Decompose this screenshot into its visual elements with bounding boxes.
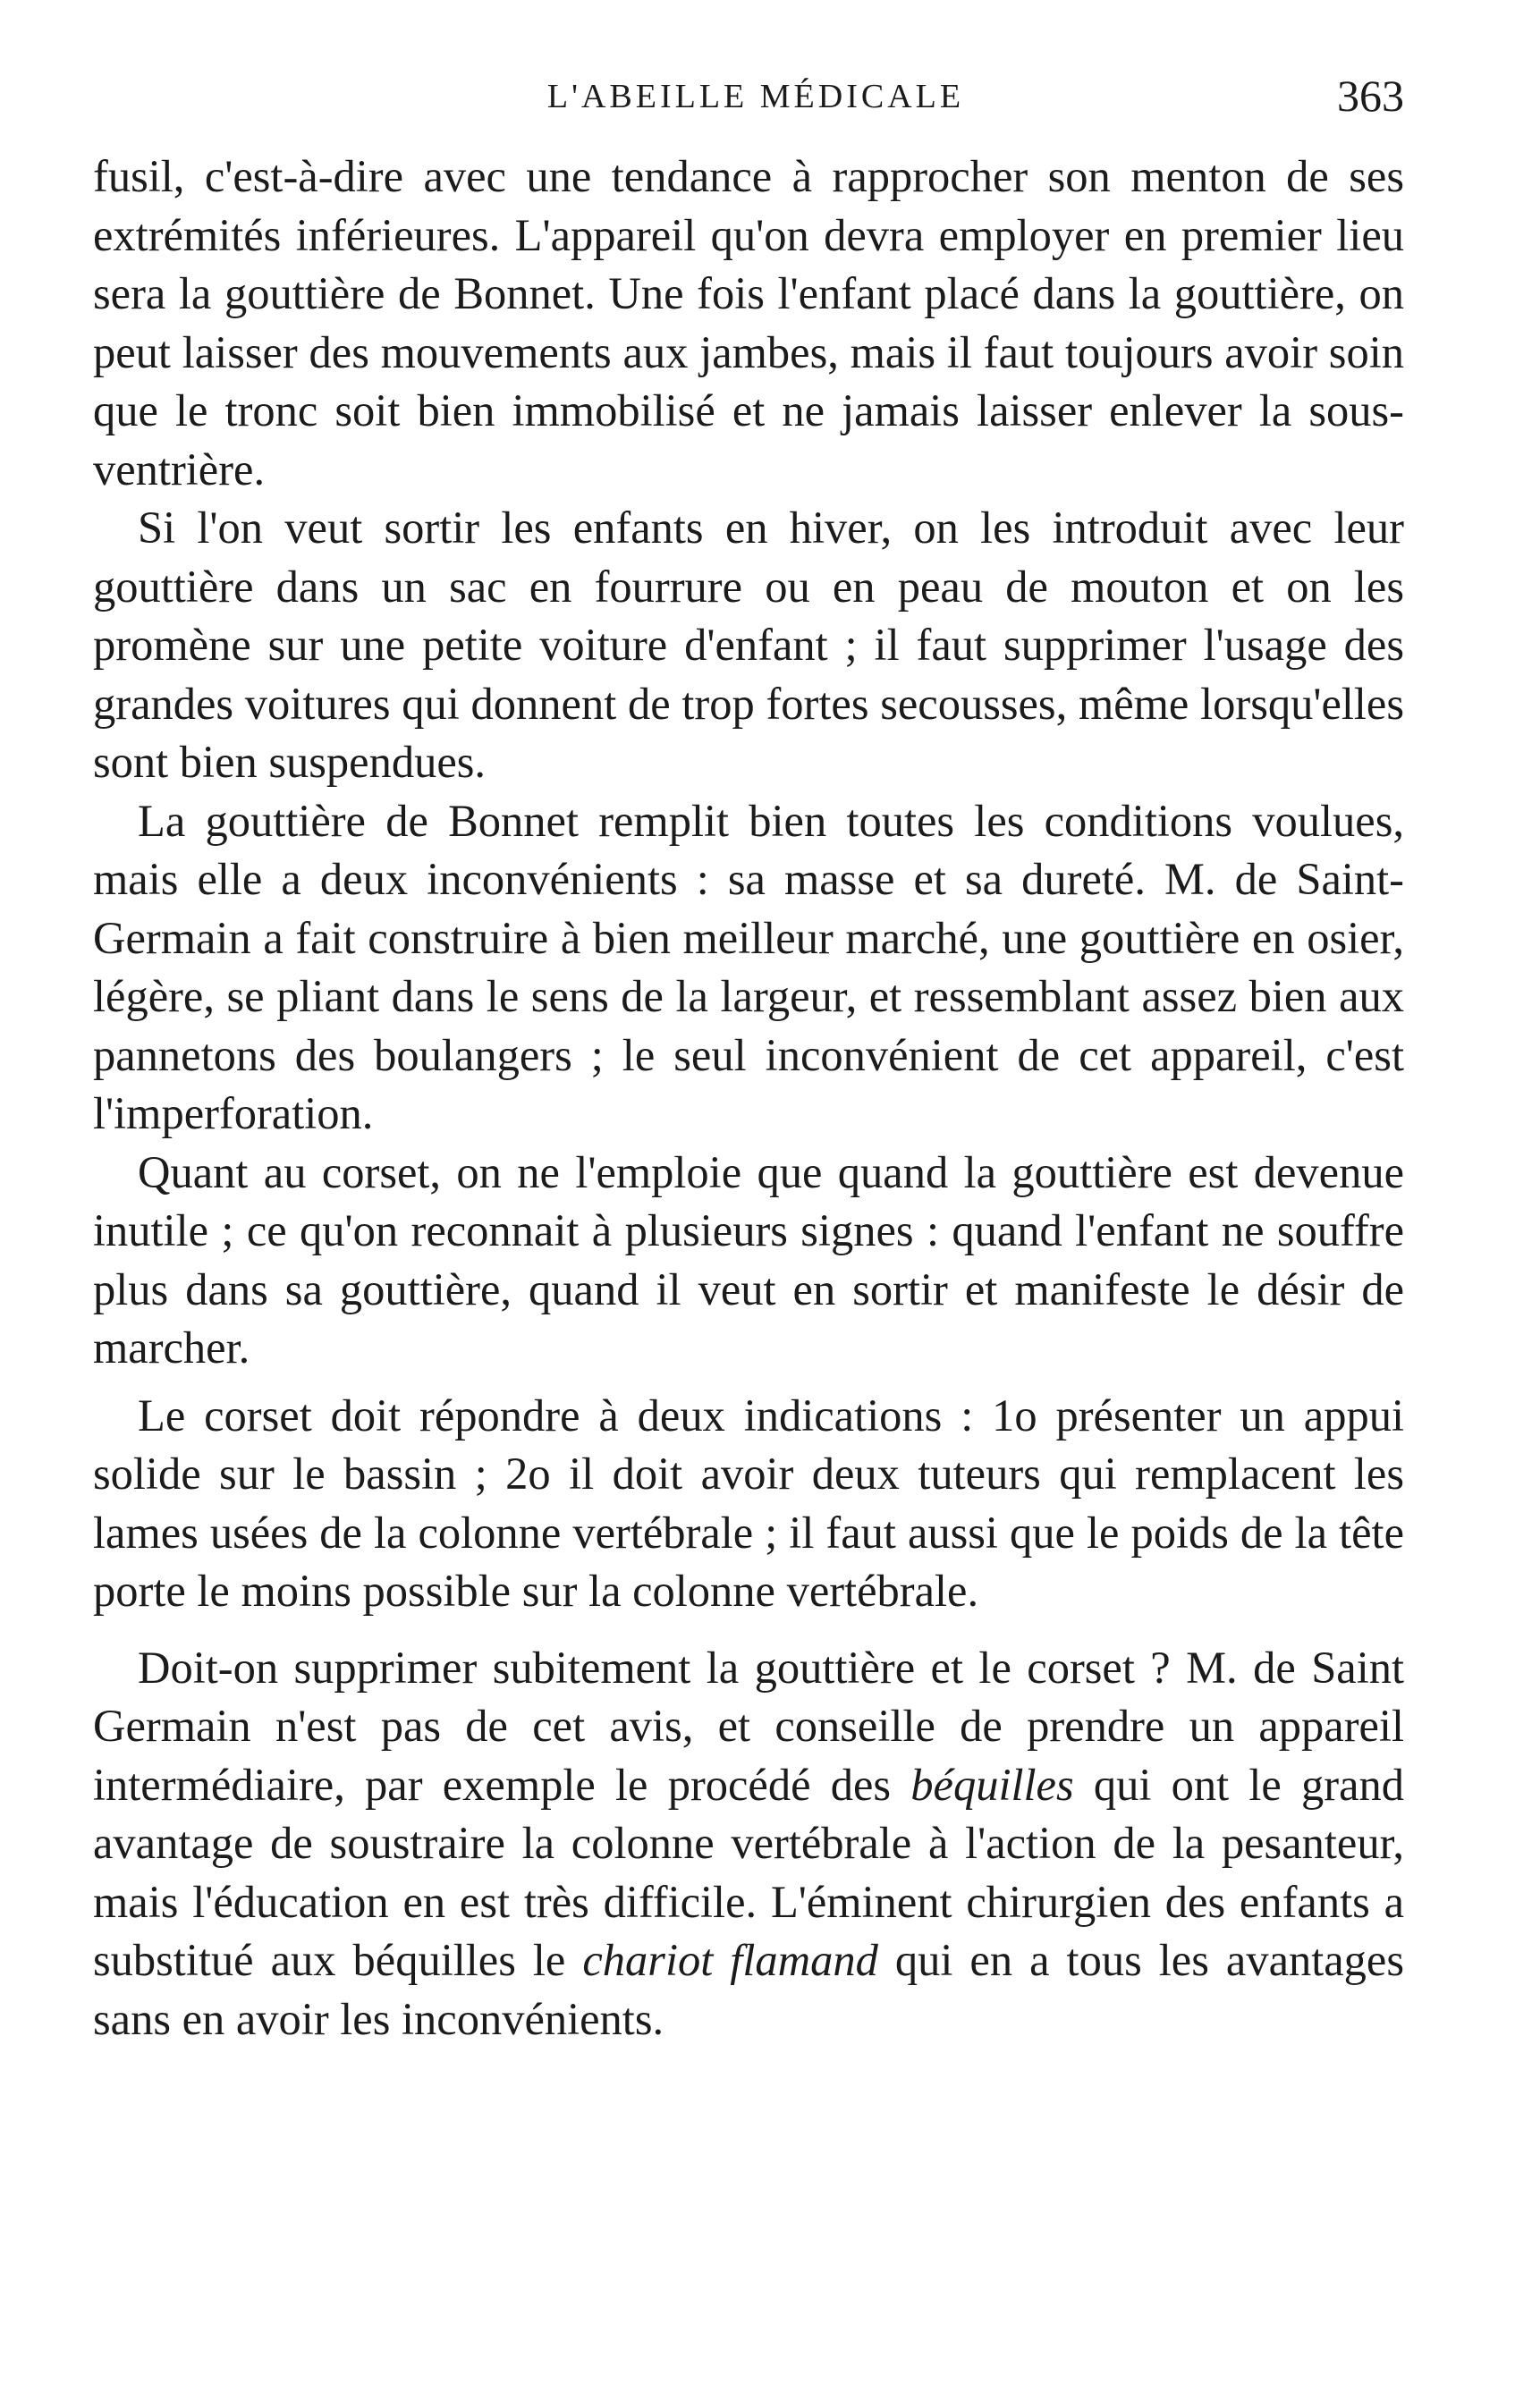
italic-term-bequilles: béquilles [910,1759,1074,1810]
paragraph-crutches-chariot [93,1639,1404,2049]
paragraph-bonnet-gutter: La gouttière de Bonnet remplit bien toutes les conditions voulues, mais elle a deux inconvénients : sa masse et sa dureté. M. de Saint-Germain a fait construire à bien meilleur marché, une gouttière en osier, légère, se pliant dans le sens de la largeur, et ressemblant assez bien aux pannetons des boulangers ; le seul inconvénient de cet appareil, c'est l'imperforation. [93,795,1404,1138]
running-title: L'ABEILLE MÉDICALE [546,78,965,115]
body-text [93,148,1404,2049]
running-head [89,70,1422,132]
text-run: qui en a tous les avantages sans en avoir les inconvénients. [93,1935,1404,2044]
paragraph-corset-use: Quant au corset, on ne l'emploie que quand la gouttière est devenue inutile ; ce qu'on reconnait à plusieurs signes : quand l'enfant ne souffre plus dans sa gouttière, quand il veut en sortir et manifeste le désir de marcher. [93,1146,1404,1373]
paragraph-corset-indications: Le corset doit répondre à deux indications : 1o présenter un appui solide sur le bassin ; 2o il doit avoir deux tuteurs qui remplacent les lames usées de la colonne vertébrale ; il faut aussi que le poids de la tête porte le moins possible sur la colonne vertébrale. [93,1390,1404,1616]
paragraph-continuation: fusil, c'est-à-dire avec une tendance à rapprocher son menton de ses extrémités inférieures. L'appareil qu'on devra employer en premier lieu sera la gouttière de Bonnet. Une fois l'enfant placé dans la gouttière, on peut laisser des mouvements aux jambes, mais il faut toujours avoir soin que le tronc soit bien immobilisé et ne jamais laisser enlever la sous-ventrière. [93,151,1404,494]
paragraph-winter-outings: Si l'on veut sortir les enfants en hiver, on les introduit avec leur gouttière dans un sac en fourrure ou en peau de mouton et on les promène sur une petite voiture d'enfant ; il faut supprimer l'usage des grandes voitures qui donnent de trop fortes secousses, même lorsqu'elles sont bien suspendues. [93,503,1404,787]
text-run: Doit-on supprimer subitement la gouttière et le corset ? M. de Saint Germain n'est pas de cet avis, et conseille de prendre un appareil intermédiaire, par exemple le procédé des [93,1642,1404,1810]
page-number: 363 [1337,71,1404,121]
text-run: qui ont le grand avantage de soustraire la colonne vertébrale à l'action de la pesanteur, mais l'éducation en est très difficile. L'éminent chirurgien des enfants a substitué aux béquilles le [93,1759,1404,1985]
italic-term-chariot-flamand: chariot flamand [582,1935,878,1985]
